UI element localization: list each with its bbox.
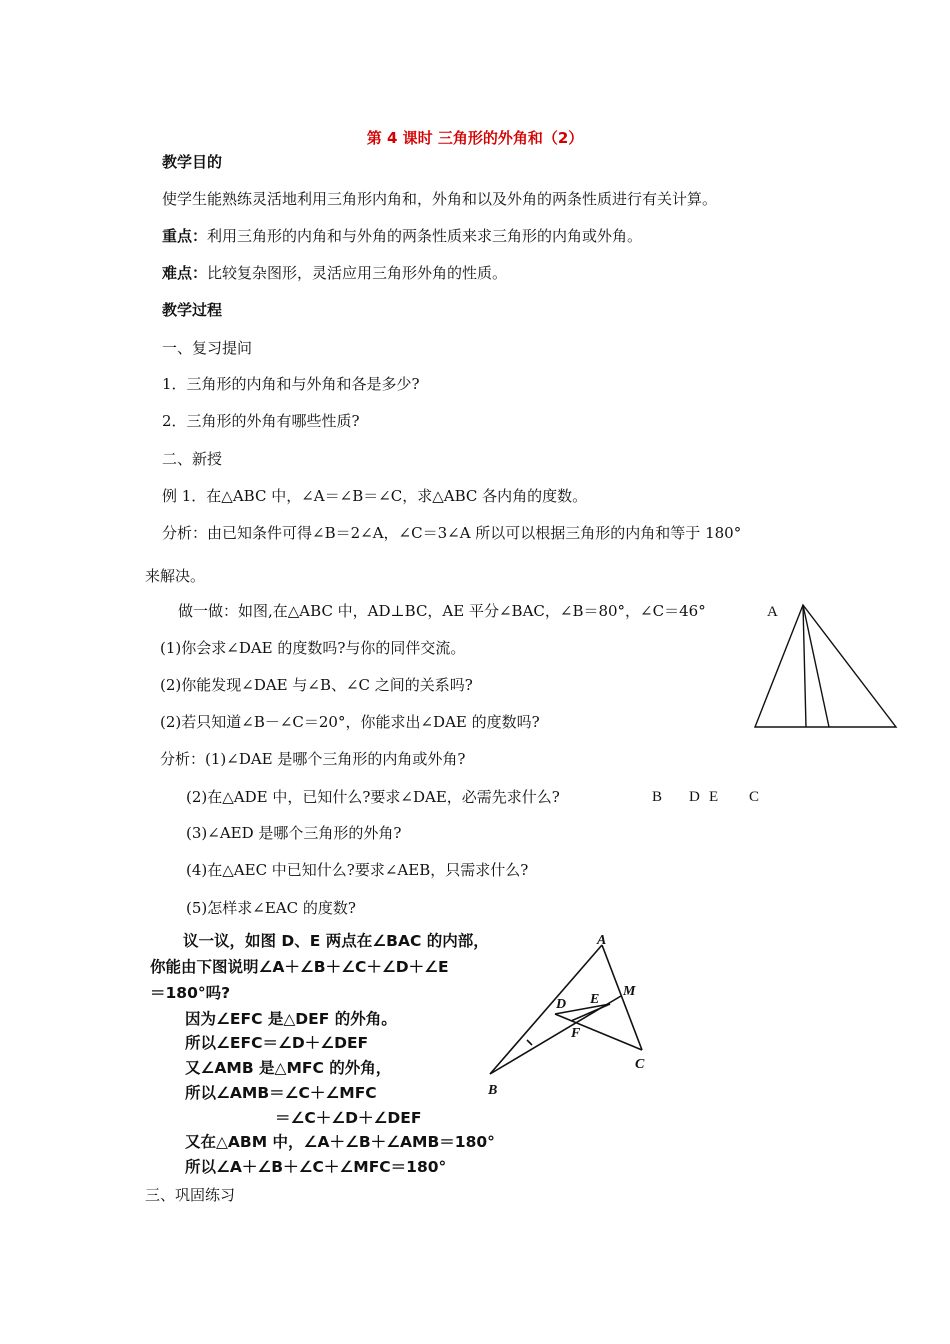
page-title: 第 4 课时 三角形的外角和（2）: [366, 129, 584, 147]
difficult-point: [162, 263, 507, 283]
discussion-line-1: 议一议，如图 D、E 两点在∠BAC 的内部，: [183, 932, 489, 950]
analysis-1-line-1: 分析：由已知条件可得∠B＝2∠A，∠C＝3∠A 所以可以根据三角形的内角和等于 180°: [162, 524, 742, 542]
key-point: [162, 226, 642, 246]
label-f: F: [571, 1026, 581, 1041]
analysis-2-step-4: (4)在△AEC 中已知什么?要求∠AEB，只需求什么?: [186, 861, 529, 879]
vertex-label-c: C: [749, 789, 760, 805]
discussion-line-3: ＝180°吗?: [150, 984, 231, 1002]
label-c: C: [635, 1057, 645, 1072]
label-d: D: [556, 997, 567, 1012]
difficult-point-label: 难点：: [162, 264, 208, 282]
goal-text: 使学生能熟练灵活地利用三角形内角和，外角和以及外角的两条性质进行有关计算。: [162, 190, 718, 208]
process-heading: 教学过程: [162, 301, 223, 319]
triangle-abc: [755, 605, 896, 727]
segment-bm: [490, 996, 621, 1074]
discussion-line-6: 又∠AMB 是△MFC 的外角，: [185, 1059, 392, 1077]
foot-label-d: D: [689, 789, 700, 805]
key-point-text: 利用三角形的内角和与外角的两条性质来求三角形的内角或外角。: [207, 227, 643, 245]
label-a: A: [597, 933, 607, 948]
review-question-2: 2．三角形的外角有哪些性质?: [162, 412, 360, 430]
analysis-2-step-3: (3)∠AED 是哪个三角形的外角?: [186, 824, 402, 842]
vertex-label-b: B: [652, 789, 663, 805]
discussion-line-4: 因为∠EFC 是△DEF 的外角。: [185, 1010, 397, 1028]
label-b: B: [488, 1083, 498, 1098]
review-heading: 一、复习提问: [162, 339, 253, 357]
do-it-question-1: (1)你会求∠DAE 的度数吗?与你的同伴交流。: [160, 639, 466, 657]
do-it-question-2: (2)你能发现∠DAE 与∠B、∠C 之间的关系吗?: [160, 676, 473, 694]
key-point-label: 重点：: [162, 227, 208, 245]
segment-ef: [571, 1004, 610, 1021]
point-label-e: E: [709, 789, 719, 805]
discussion-line-9: 又在△ABM 中，∠A＋∠B＋∠AMB＝180°: [185, 1133, 495, 1151]
label-m: M: [623, 984, 636, 999]
discussion-line-5: 所以∠EFC＝∠D＋∠DEF: [185, 1034, 369, 1052]
analysis-1-line-2: 来解决。: [145, 567, 206, 585]
discussion-line-7: 所以∠AMB＝∠C＋∠MFC: [185, 1084, 377, 1102]
difficult-point-text: 比较复杂图形，灵活应用三角形外角的性质。: [207, 264, 508, 282]
vertex-label-a: A: [767, 604, 778, 620]
practice-heading: 三、巩固练习: [145, 1186, 236, 1204]
discussion-line-8: ＝∠C＋∠D＋∠DEF: [275, 1109, 422, 1127]
analysis-2-step-5: (5)怎样求∠EAC 的度数?: [186, 899, 356, 917]
segment-de: [555, 1004, 610, 1014]
analysis-2-step-1: 分析：(1)∠DAE 是哪个三角形的内角或外角?: [160, 750, 466, 768]
review-question-1: 1．三角形的内角和与外角和各是多少?: [162, 375, 420, 393]
do-it-question-3: (2)若只知道∠B－∠C＝20°，你能求出∠DAE 的度数吗?: [160, 713, 540, 731]
new-lesson-heading: 二、新授: [162, 450, 223, 468]
label-e: E: [590, 992, 600, 1007]
tick-mark: [527, 1040, 532, 1045]
segment-ab: [490, 945, 602, 1074]
discussion-line-10: 所以∠A＋∠B＋∠C＋∠MFC＝180°: [185, 1158, 447, 1176]
bisector-ae: [803, 605, 829, 727]
goal-heading: 教学目的: [162, 153, 223, 171]
discussion-line-2: 你能由下图说明∠A＋∠B＋∠C＋∠D＋∠E: [150, 958, 449, 976]
example-1: 例 1．在△ABC 中，∠A＝∠B＝∠C，求△ABC 各内角的度数。: [162, 487, 588, 505]
altitude-ad: [803, 605, 806, 727]
segment-ac: [602, 945, 642, 1050]
analysis-2-step-2: (2)在△ADE 中，已知什么?要求∠DAE，必需先求什么?: [186, 788, 560, 806]
segment-dc: [555, 1014, 642, 1050]
do-it-intro: 做一做：如图,在△ABC 中，AD⊥BC，AE 平分∠BAC，∠B＝80°，∠C＝46°: [178, 602, 706, 620]
